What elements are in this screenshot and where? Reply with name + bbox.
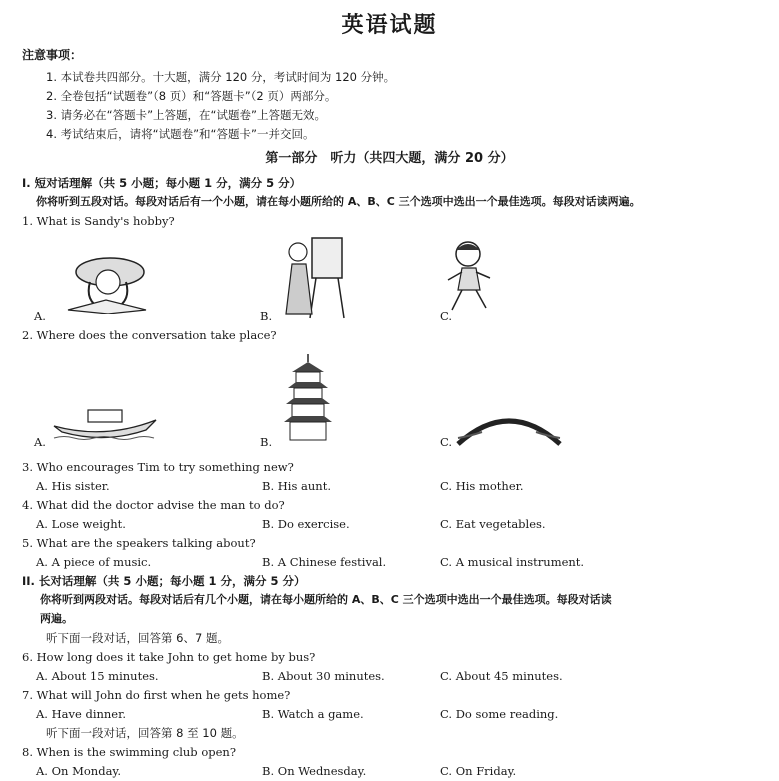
q8-text: 8. When is the swimming club open? <box>22 745 236 759</box>
q8-option-b: B. On Wednesday. <box>262 764 367 778</box>
section2-instruction-cont: 两遍。 <box>40 612 73 625</box>
q3-option-c: C. His mother. <box>440 479 524 493</box>
note-item: 1. 本试卷共四部分。十大题，满分 120 分，考试时间为 120 分钟。 <box>46 70 396 84</box>
q2-text: 2. Where does the conversation take place? <box>22 328 277 342</box>
q3-option-b: B. His aunt. <box>262 479 331 493</box>
q4-option-b: B. Do exercise. <box>262 517 350 531</box>
section2-instruction: 你将听到两段对话。每段对话后有几个小题，请在每小题所给的 A、B、C 三个选项中选出一个最佳选项。每段对话读 <box>40 593 612 606</box>
q5-text: 5. What are the speakers talking about? <box>22 536 256 550</box>
q5-option-b: B. A Chinese festival. <box>262 555 387 569</box>
note-item: 2. 全卷包括“试题卷”（8 页）和“答题卡”（2 页）两部分。 <box>46 89 337 103</box>
q6-option-b: B. About 30 minutes. <box>262 669 385 683</box>
q8-option-c: C. On Friday. <box>440 764 517 778</box>
q5-option-a: A. A piece of music. <box>36 555 152 569</box>
q4-option-a: A. Lose weight. <box>36 517 126 531</box>
q7-option-a: A. Have dinner. <box>36 707 127 721</box>
q5-option-c: C. A musical instrument. <box>440 555 585 569</box>
q6-option-a: A. About 15 minutes. <box>36 669 159 683</box>
section2-heading: II. 长对话理解（共 5 小题；每小题 1 分，满分 5 分） <box>22 574 306 588</box>
q6-option-c: C. About 45 minutes. <box>440 669 563 683</box>
q3-option-a: A. His sister. <box>36 479 110 493</box>
q8-option-a: A. On Monday. <box>36 764 122 778</box>
listen-prompt: 听下面一段对话，回答第 6、7 题。 <box>46 631 229 645</box>
q1-text: 1. What is Sandy's hobby? <box>22 214 175 228</box>
q4-text: 4. What did the doctor advise the man to do? <box>22 498 285 512</box>
section1-heading: I. 短对话理解（共 5 小题；每小题 1 分，满分 5 分） <box>22 176 302 190</box>
q7-option-b: B. Watch a game. <box>262 707 364 721</box>
section1-instruction: 你将听到五段对话。每段对话后有一个小题，请在每小题所给的 A、B、C 三个选项中选出一个最佳选项。每段对话读两遍。 <box>36 195 641 208</box>
note-item: 4. 考试结束后，请将“试题卷”和“答题卡”一并交回。 <box>46 127 315 141</box>
boat-image <box>50 404 160 442</box>
page-title: 英语试题 <box>341 13 438 38</box>
pagoda-image <box>280 352 336 444</box>
listen-prompt: 听下面一段对话，回答第 8 至 10 题。 <box>46 726 244 740</box>
q3-text: 3. Who encourages Tim to try something new? <box>22 460 294 474</box>
q1-option-a: A. <box>34 309 46 323</box>
q1-option-c: C. <box>440 309 453 323</box>
arch-bridge-image <box>454 404 564 446</box>
q7-text: 7. What will John do first when he gets home? <box>22 688 291 702</box>
girl-reading-image <box>48 252 158 314</box>
part1-title: 第一部分 听力（共四大题，满分 20 分） <box>265 151 514 166</box>
girl-painting-image <box>272 234 352 320</box>
q2-option-c: C. <box>440 435 453 449</box>
girl-running-image <box>442 238 502 316</box>
q6-text: 6. How long does it take John to get home by bus? <box>22 650 316 664</box>
q7-option-c: C. Do some reading. <box>440 707 559 721</box>
q2-option-a: A. <box>34 435 46 449</box>
q2-option-b: B. <box>260 435 273 449</box>
note-item: 3. 请务必在“答题卡”上答题，在“试题卷”上答题无效。 <box>46 108 326 122</box>
notes-heading: 注意事项： <box>22 48 83 62</box>
q1-option-b: B. <box>260 309 273 323</box>
q4-option-c: C. Eat vegetables. <box>440 517 546 531</box>
